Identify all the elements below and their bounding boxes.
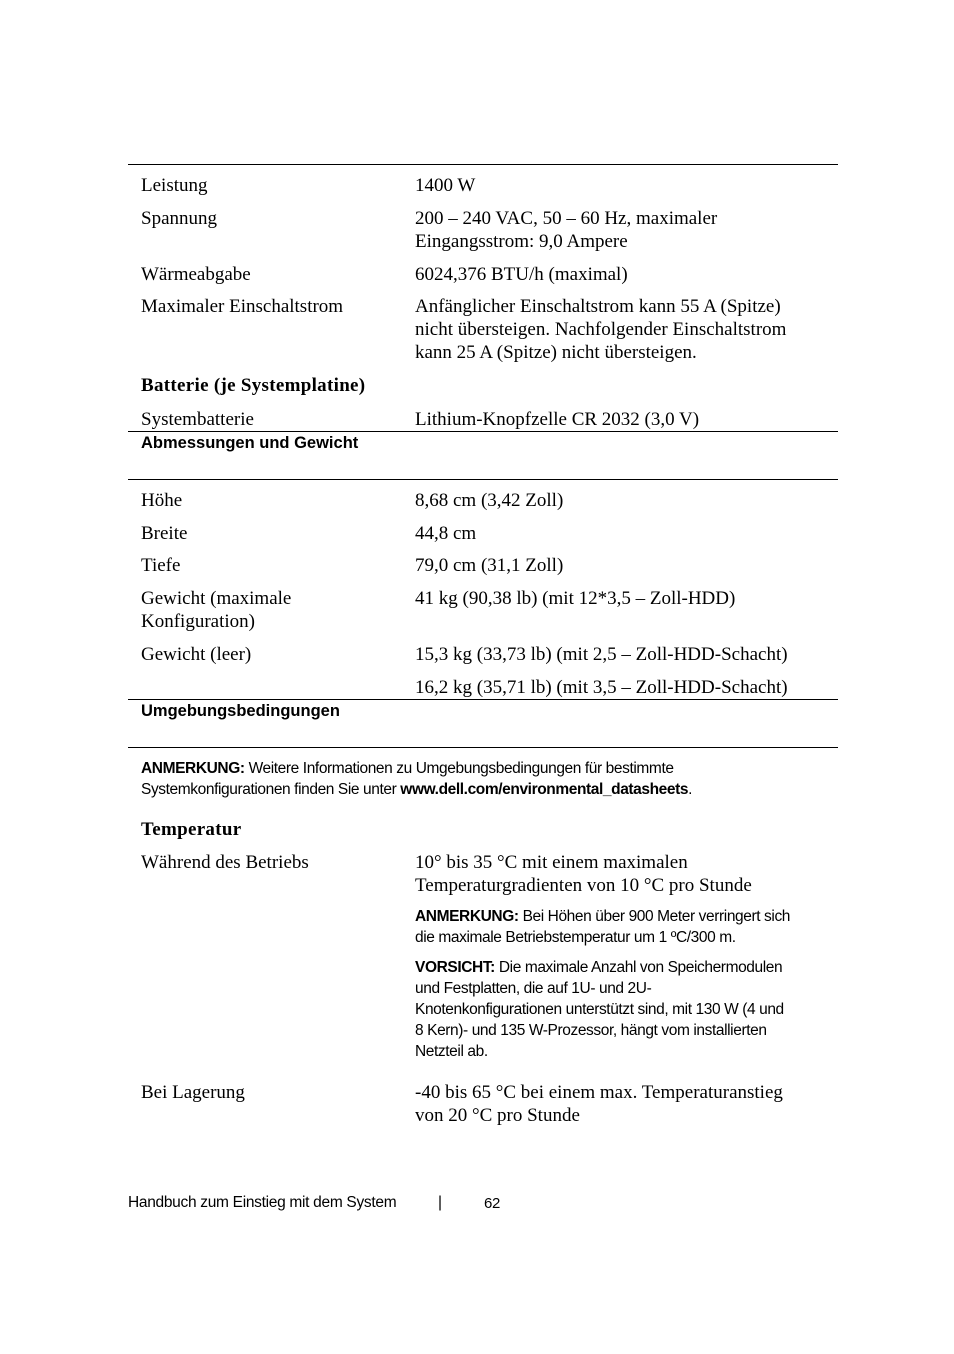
- top-rule: [128, 164, 838, 165]
- gewicht-max-label-line: Gewicht (maximale: [141, 588, 292, 609]
- leistung-value: 1400 W: [415, 175, 476, 196]
- note-label: ANMERKUNG:: [141, 760, 245, 777]
- betrieb-value: [415, 851, 835, 897]
- caution-label: VORSICHT:: [415, 959, 495, 976]
- caution-text: Netzteil ab.: [415, 1043, 488, 1060]
- betrieb-value-line: Temperaturgradienten von 10 °C pro Stunde: [415, 875, 752, 896]
- temperature-note: [415, 906, 835, 948]
- note-text: Systemkonfigurationen finden Sie unter: [141, 781, 397, 798]
- hoehe-label: Höhe: [141, 490, 183, 511]
- tiefe-value: 79,0 cm (31,1 Zoll): [415, 555, 564, 576]
- einschaltstrom-label: Maximaler Einschaltstrom: [141, 296, 344, 317]
- gewicht-leer-value-35: 16,2 kg (35,71 lb) (mit 3,5 – Zoll-HDD-Schacht): [415, 677, 788, 698]
- spannung-value-line: Eingangsstrom: 9,0 Ampere: [415, 231, 628, 252]
- gewicht-leer-label: Gewicht (leer): [141, 644, 252, 665]
- spannung-value-line: 200 – 240 VAC, 50 – 60 Hz, maximaler: [415, 208, 718, 229]
- note-text: Bei Höhen über 900 Meter verringert sich: [522, 908, 791, 925]
- spannung-label: Spannung: [141, 208, 217, 229]
- datasheet-link[interactable]: www.dell.com/environmental_datasheets: [400, 781, 689, 798]
- battery-heading: Batterie (je Systemplatine): [141, 375, 366, 396]
- systembatterie-label: Systembatterie: [141, 409, 254, 430]
- lagerung-value: [415, 1081, 835, 1127]
- einschaltstrom-value-line: nicht übersteigen. Nachfolgender Einschaltstrom: [415, 319, 787, 340]
- hoehe-value: 8,68 cm (3,42 Zoll): [415, 490, 564, 511]
- gewicht-leer-value-25: 15,3 kg (33,73 lb) (mit 2,5 – Zoll-HDD-Schacht): [415, 644, 788, 665]
- note-punct: .: [688, 781, 693, 798]
- spannung-value: [415, 207, 835, 253]
- environment-heading: Umgebungsbedingungen: [141, 702, 340, 720]
- lagerung-label: Bei Lagerung: [141, 1082, 245, 1103]
- breite-label: Breite: [141, 523, 188, 544]
- caution-note: [415, 957, 835, 1062]
- gewicht-max-value: 41 kg (90,38 lb) (mit 12*3,5 – Zoll-HDD): [415, 588, 736, 609]
- tiefe-label: Tiefe: [141, 555, 181, 576]
- gewicht-max-label: [141, 587, 401, 633]
- einschaltstrom-value-line: kann 25 A (Spitze) nicht übersteigen.: [415, 342, 697, 363]
- waermeabgabe-value: 6024,376 BTU/h (maximal): [415, 264, 628, 285]
- rule: [128, 479, 838, 480]
- dimensions-heading: Abmessungen und Gewicht: [141, 434, 359, 452]
- rule: [128, 699, 838, 700]
- lagerung-value-line: von 20 °C pro Stunde: [415, 1105, 580, 1126]
- note-text: Weitere Informationen zu Umgebungsbedingungen für bestimmte: [248, 760, 674, 777]
- rule: [128, 747, 838, 748]
- systembatterie-value: Lithium-Knopfzelle CR 2032 (3,0 V): [415, 409, 700, 430]
- einschaltstrom-value: [415, 295, 835, 364]
- caution-text: und Festplatten, die auf 1U- und 2U-: [415, 980, 652, 997]
- rule: [128, 431, 838, 432]
- lagerung-value-line: -40 bis 65 °C bei einem max. Temperaturanstieg: [415, 1082, 783, 1103]
- betrieb-value-line: 10° bis 35 °C mit einem maximalen: [415, 852, 688, 873]
- note-text: die maximale Betriebstemperatur um 1 ºC/300 m.: [415, 929, 736, 946]
- page-number: 62: [484, 1195, 501, 1212]
- waermeabgabe-label: Wärmeabgabe: [141, 264, 251, 285]
- caution-text: Knotenkonfigurationen unterstützt sind, mit 130 W (4 und: [415, 1001, 784, 1018]
- environment-note: [141, 758, 841, 800]
- gewicht-max-label-line: Konfiguration): [141, 611, 255, 632]
- betrieb-label: Während des Betriebs: [141, 852, 309, 873]
- note-label: ANMERKUNG:: [415, 908, 519, 925]
- footer-title: Handbuch zum Einstieg mit dem System: [128, 1194, 397, 1211]
- temperature-heading: Temperatur: [141, 819, 242, 840]
- footer-separator: |: [438, 1194, 442, 1211]
- leistung-label: Leistung: [141, 175, 208, 196]
- breite-value: 44,8 cm: [415, 523, 477, 544]
- caution-text: Die maximale Anzahl von Speichermodulen: [498, 959, 783, 976]
- caution-text: 8 Kern)- und 135 W-Prozessor, hängt vom installierten: [415, 1022, 767, 1039]
- einschaltstrom-value-line: Anfänglicher Einschaltstrom kann 55 A (Spitze): [415, 296, 781, 317]
